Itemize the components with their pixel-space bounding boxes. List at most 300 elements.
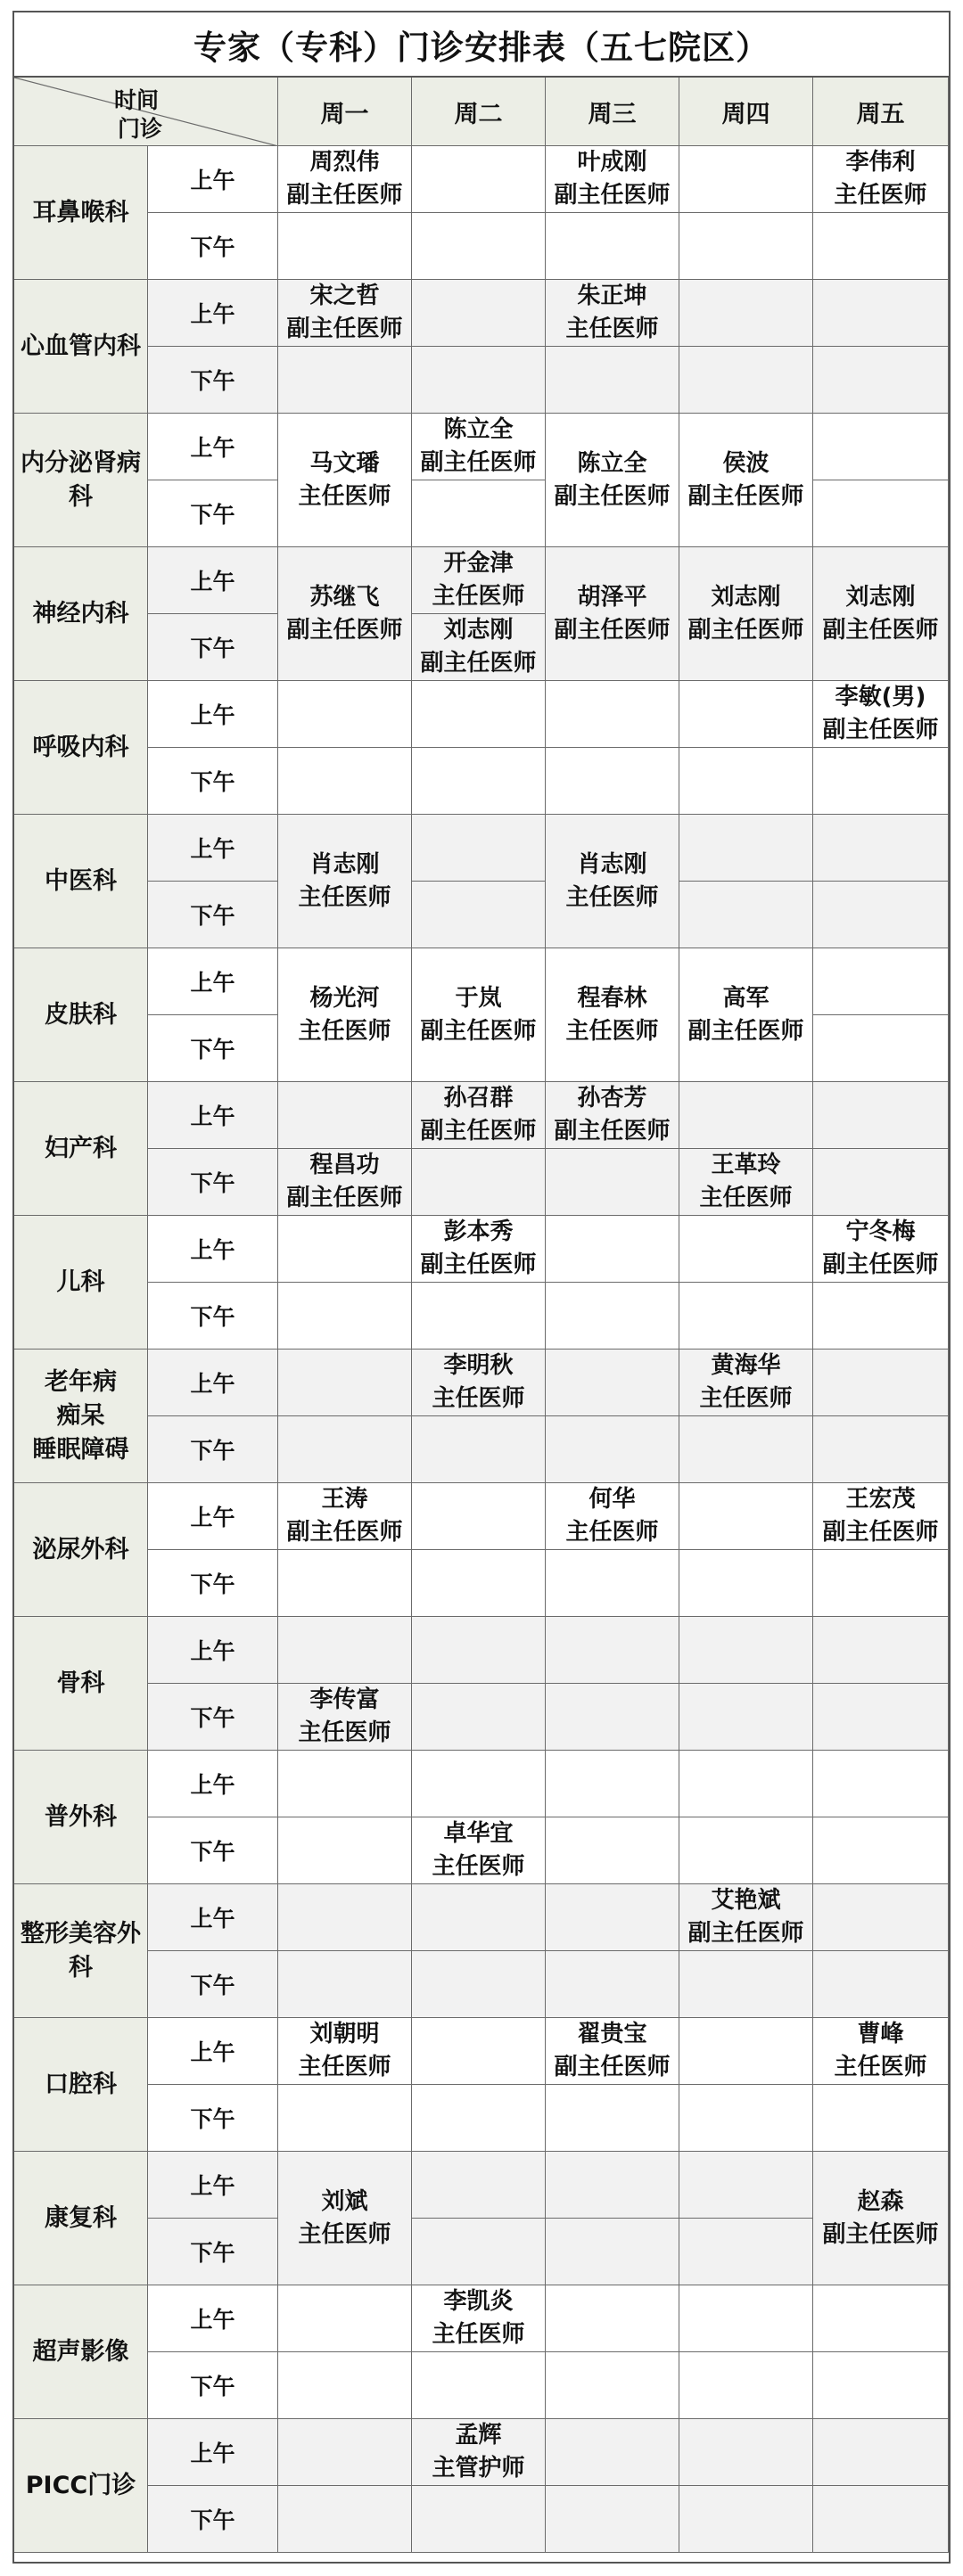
department-name: 神经内科 — [14, 547, 148, 681]
doctor-title: 副主任医师 — [554, 182, 671, 209]
doctor-name: 周烈伟 — [309, 149, 380, 176]
doctor-name: 李明秋 — [443, 1352, 514, 1379]
empty-slot — [679, 146, 813, 213]
doctor-entry — [412, 414, 546, 480]
doctor-name: 王宏茂 — [845, 1486, 916, 1513]
empty-slot — [412, 681, 546, 748]
doctor-name: 孙召群 — [443, 1085, 514, 1112]
empty-slot — [546, 1884, 679, 1951]
doctor-title: 主任医师 — [298, 2054, 391, 2080]
department-name: 妇产科 — [14, 1082, 148, 1216]
period-pm: 下午 — [148, 1817, 278, 1884]
empty-slot — [679, 1082, 813, 1149]
empty-slot — [412, 480, 546, 547]
empty-slot — [813, 748, 949, 815]
period-pm: 下午 — [148, 1416, 278, 1483]
doctor-entry — [278, 1684, 412, 1751]
empty-slot — [546, 748, 679, 815]
empty-slot — [813, 815, 949, 882]
empty-slot — [679, 882, 813, 948]
empty-slot — [412, 748, 546, 815]
doctor-entry — [412, 547, 546, 614]
empty-slot — [278, 1751, 412, 1817]
period-am: 上午 — [148, 1884, 278, 1951]
doctor-name: 李传富 — [309, 1686, 380, 1713]
empty-slot — [813, 1416, 949, 1483]
empty-slot — [546, 2152, 679, 2219]
doctor-name: 刘朝明 — [309, 2021, 380, 2047]
doctor-title: 副主任医师 — [554, 2054, 671, 2080]
doctor-entry — [546, 1483, 679, 1550]
empty-slot — [278, 1884, 412, 1951]
department-name: 康复科 — [14, 2152, 148, 2285]
empty-slot — [546, 1216, 679, 1283]
empty-slot — [679, 2018, 813, 2085]
empty-slot — [412, 280, 546, 347]
empty-slot — [278, 1951, 412, 2018]
empty-slot — [813, 280, 949, 347]
doctor-entry — [278, 280, 412, 347]
doctor-entry — [278, 414, 412, 547]
doctor-entry — [679, 414, 813, 547]
doctor-entry — [412, 614, 546, 681]
doctor-name: 刘志刚 — [443, 617, 514, 644]
empty-slot — [679, 213, 813, 280]
empty-slot — [278, 1617, 412, 1684]
doctor-name: 胡泽平 — [577, 583, 647, 611]
empty-slot — [679, 280, 813, 347]
doctor-name: 开金津 — [443, 550, 514, 577]
period-am: 上午 — [148, 1350, 278, 1416]
doctor-entry — [546, 146, 679, 213]
empty-slot — [546, 1951, 679, 2018]
empty-slot — [679, 1216, 813, 1283]
doctor-title: 主任医师 — [298, 1017, 391, 1045]
corner-clinic-label: 门诊 — [118, 116, 163, 142]
doctor-entry — [546, 1082, 679, 1149]
period-am: 上午 — [148, 1483, 278, 1550]
day-header: 周三 — [546, 78, 679, 146]
doctor-entry — [278, 1149, 412, 1216]
period-am: 上午 — [148, 681, 278, 748]
period-am: 上午 — [148, 2419, 278, 2486]
doctor-name: 王涛 — [321, 1486, 368, 1513]
empty-slot — [679, 1684, 813, 1751]
empty-slot — [546, 2486, 679, 2553]
period-am: 上午 — [148, 414, 278, 480]
empty-slot — [813, 1751, 949, 1817]
empty-slot — [679, 1751, 813, 1817]
doctor-title: 主任医师 — [298, 482, 391, 510]
period-am: 上午 — [148, 2018, 278, 2085]
doctor-name: 于岚 — [455, 984, 502, 1012]
doctor-name: 曹峰 — [857, 2021, 904, 2047]
empty-slot — [278, 2085, 412, 2152]
period-pm: 下午 — [148, 748, 278, 815]
doctor-name: 苏继飞 — [309, 583, 380, 611]
doctor-entry — [813, 681, 949, 748]
doctor-entry — [278, 547, 412, 681]
period-pm: 下午 — [148, 480, 278, 547]
doctor-name: 艾艳斌 — [711, 1887, 781, 1914]
doctor-name: 宋之哲 — [309, 283, 380, 309]
doctor-title: 副主任医师 — [554, 482, 671, 510]
empty-slot — [679, 681, 813, 748]
empty-slot — [546, 2419, 679, 2486]
empty-slot — [412, 213, 546, 280]
empty-slot — [813, 2352, 949, 2419]
department-name: 普外科 — [14, 1751, 148, 1884]
empty-slot — [679, 1550, 813, 1617]
doctor-name: 程昌功 — [309, 1152, 380, 1178]
doctor-title: 副主任医师 — [420, 650, 537, 677]
empty-slot — [278, 1550, 412, 1617]
period-am: 上午 — [148, 547, 278, 614]
period-pm: 下午 — [148, 2486, 278, 2553]
empty-slot — [813, 1550, 949, 1617]
doctor-title: 主任医师 — [298, 1719, 391, 1746]
doctor-title: 主任医师 — [432, 1853, 525, 1880]
empty-slot — [813, 2419, 949, 2486]
day-header: 周一 — [278, 78, 412, 146]
empty-slot — [412, 1751, 546, 1817]
department-name: 骨科 — [14, 1617, 148, 1751]
empty-slot — [278, 2352, 412, 2419]
doctor-name: 彭本秀 — [443, 1218, 514, 1245]
department-name: 心血管内科 — [14, 280, 148, 414]
department-name: 内分泌肾病科 — [14, 414, 148, 547]
doctor-name: 叶成刚 — [577, 149, 647, 176]
empty-slot — [679, 2285, 813, 2352]
doctor-entry — [813, 2018, 949, 2085]
empty-slot — [679, 2085, 813, 2152]
empty-slot — [813, 480, 949, 547]
empty-slot — [546, 347, 679, 414]
page-title: 专家（专科）门诊安排表（五七院区） — [12, 11, 951, 78]
department-name — [14, 1350, 148, 1483]
doctor-entry — [813, 1216, 949, 1283]
empty-slot — [278, 1416, 412, 1483]
empty-slot — [813, 1684, 949, 1751]
doctor-name: 赵森 — [857, 2187, 904, 2215]
doctor-title: 副主任医师 — [286, 616, 403, 644]
doctor-name: 卓华宜 — [443, 1820, 514, 1847]
department-name-line: 痴呆 — [56, 1401, 105, 1430]
doctor-entry — [412, 1216, 546, 1283]
empty-slot — [278, 347, 412, 414]
schedule-table — [12, 76, 951, 2564]
empty-slot — [679, 1416, 813, 1483]
doctor-entry — [679, 1149, 813, 1216]
empty-slot — [546, 2085, 679, 2152]
empty-slot — [679, 1483, 813, 1550]
empty-slot — [679, 2219, 813, 2285]
doctor-title: 主任医师 — [432, 583, 525, 610]
doctor-name: 宁冬梅 — [845, 1218, 916, 1245]
empty-slot — [813, 1884, 949, 1951]
doctor-entry — [412, 2419, 546, 2486]
department-name-line: 老年病 — [45, 1367, 117, 1396]
doctor-title: 副主任医师 — [286, 182, 403, 209]
period-pm: 下午 — [148, 882, 278, 948]
department-name-line: 睡眠障碍 — [32, 1435, 129, 1464]
doctor-name: 陈立全 — [577, 449, 647, 477]
empty-slot — [546, 1684, 679, 1751]
empty-slot — [679, 1283, 813, 1350]
empty-slot — [679, 748, 813, 815]
empty-slot — [546, 1617, 679, 1684]
doctor-title: 副主任医师 — [687, 482, 804, 510]
doctor-entry — [546, 815, 679, 948]
empty-slot — [412, 1951, 546, 2018]
corner-time-label: 时间 — [114, 87, 160, 113]
empty-slot — [679, 347, 813, 414]
empty-slot — [813, 347, 949, 414]
empty-slot — [546, 213, 679, 280]
empty-slot — [679, 2419, 813, 2486]
doctor-entry — [412, 1817, 546, 1884]
period-am: 上午 — [148, 1082, 278, 1149]
department-name: 皮肤科 — [14, 948, 148, 1082]
period-pm: 下午 — [148, 1684, 278, 1751]
empty-slot — [412, 2018, 546, 2085]
doctor-title: 副主任医师 — [687, 1920, 804, 1947]
doctor-entry — [813, 2152, 949, 2285]
doctor-title: 副主任医师 — [554, 616, 671, 644]
empty-slot — [546, 1283, 679, 1350]
empty-slot — [278, 2285, 412, 2352]
empty-slot — [679, 815, 813, 882]
empty-slot — [412, 1149, 546, 1216]
period-pm: 下午 — [148, 2352, 278, 2419]
schedule-sheet — [12, 11, 951, 2564]
department-name: 泌尿外科 — [14, 1483, 148, 1617]
doctor-name: 李敏(男) — [835, 684, 926, 710]
doctor-title: 主任医师 — [298, 883, 391, 911]
doctor-name: 何华 — [588, 1486, 636, 1513]
period-am: 上午 — [148, 948, 278, 1015]
doctor-name: 孟辉 — [455, 2422, 502, 2449]
doctor-entry — [412, 2285, 546, 2352]
doctor-name: 高军 — [722, 984, 770, 1012]
doctor-title: 副主任医师 — [822, 2220, 939, 2248]
empty-slot — [546, 681, 679, 748]
period-pm: 下午 — [148, 1283, 278, 1350]
empty-slot — [278, 1216, 412, 1283]
doctor-title: 主任医师 — [565, 883, 659, 911]
doctor-title: 主任医师 — [699, 1385, 793, 1412]
period-am: 上午 — [148, 146, 278, 213]
doctor-title: 主任医师 — [565, 1519, 659, 1546]
empty-slot — [278, 1817, 412, 1884]
empty-slot — [546, 1149, 679, 1216]
department-name: 中医科 — [14, 815, 148, 948]
doctor-entry — [546, 414, 679, 547]
doctor-name: 刘志刚 — [711, 583, 781, 611]
doctor-title: 主任医师 — [432, 2321, 525, 2348]
empty-slot — [679, 1617, 813, 1684]
empty-slot — [278, 681, 412, 748]
empty-slot — [813, 1817, 949, 1884]
doctor-title: 副主任医师 — [822, 717, 939, 743]
doctor-title: 副主任医师 — [420, 1118, 537, 1144]
empty-slot — [412, 1884, 546, 1951]
period-am: 上午 — [148, 2285, 278, 2352]
empty-slot — [813, 1617, 949, 1684]
doctor-title: 副主任医师 — [286, 1519, 403, 1546]
doctor-title: 副主任医师 — [286, 1185, 403, 1211]
doctor-entry — [546, 547, 679, 681]
doctor-name: 翟贵宝 — [577, 2021, 647, 2047]
period-pm: 下午 — [148, 2085, 278, 2152]
empty-slot — [278, 748, 412, 815]
doctor-entry — [278, 2018, 412, 2085]
doctor-name: 刘斌 — [321, 2187, 368, 2215]
day-header: 周二 — [412, 78, 546, 146]
empty-slot — [412, 1483, 546, 1550]
doctor-entry — [679, 948, 813, 1082]
doctor-name: 陈立全 — [443, 416, 514, 443]
doctor-title: 主任医师 — [298, 2220, 391, 2248]
empty-slot — [546, 1550, 679, 1617]
empty-slot — [412, 2085, 546, 2152]
doctor-name: 肖志刚 — [309, 850, 380, 878]
empty-slot — [546, 1416, 679, 1483]
empty-slot — [679, 2486, 813, 2553]
doctor-entry — [679, 1884, 813, 1951]
period-am: 上午 — [148, 2152, 278, 2219]
doctor-entry — [813, 146, 949, 213]
empty-slot — [679, 1817, 813, 1884]
doctor-title: 副主任医师 — [822, 1519, 939, 1546]
doctor-name: 程春林 — [577, 984, 647, 1012]
department-name: 超声影像 — [14, 2285, 148, 2419]
doctor-title: 主任医师 — [565, 316, 659, 342]
doctor-title: 主任医师 — [432, 1385, 525, 1412]
empty-slot — [813, 1015, 949, 1082]
doctor-entry — [546, 280, 679, 347]
empty-slot — [546, 2219, 679, 2285]
doctor-entry — [546, 2018, 679, 2085]
doctor-entry — [412, 1082, 546, 1149]
empty-slot — [679, 1951, 813, 2018]
empty-slot — [412, 2486, 546, 2553]
period-am: 上午 — [148, 280, 278, 347]
department-name: 儿科 — [14, 1216, 148, 1350]
empty-slot — [546, 2285, 679, 2352]
empty-slot — [546, 1751, 679, 1817]
doctor-name: 侯波 — [722, 449, 770, 477]
empty-slot — [813, 1350, 949, 1416]
period-am: 上午 — [148, 1216, 278, 1283]
department-name: PICC门诊 — [14, 2419, 148, 2553]
period-pm: 下午 — [148, 614, 278, 681]
empty-slot — [278, 2419, 412, 2486]
empty-slot — [412, 2152, 546, 2219]
empty-slot — [412, 146, 546, 213]
doctor-name: 孙杏芳 — [577, 1085, 647, 1112]
doctor-title: 副主任医师 — [822, 616, 939, 644]
doctor-entry — [412, 1350, 546, 1416]
period-am: 上午 — [148, 1751, 278, 1817]
period-pm: 下午 — [148, 1149, 278, 1216]
doctor-name: 李伟利 — [845, 149, 916, 176]
doctor-entry — [813, 547, 949, 681]
doctor-title: 副主任医师 — [554, 1118, 671, 1144]
doctor-name: 王革玲 — [711, 1152, 781, 1178]
empty-slot — [546, 2352, 679, 2419]
day-header: 周五 — [813, 78, 949, 146]
doctor-entry — [278, 1483, 412, 1550]
doctor-title: 副主任医师 — [420, 1017, 537, 1045]
period-pm: 下午 — [148, 1951, 278, 2018]
empty-slot — [278, 1283, 412, 1350]
doctor-title: 主任医师 — [834, 2054, 927, 2080]
header-corner — [14, 78, 278, 146]
empty-slot — [546, 1350, 679, 1416]
period-pm: 下午 — [148, 1015, 278, 1082]
doctor-entry — [813, 1483, 949, 1550]
empty-slot — [412, 2219, 546, 2285]
empty-slot — [813, 414, 949, 480]
period-pm: 下午 — [148, 1550, 278, 1617]
doctor-title: 副主任医师 — [420, 449, 537, 476]
day-header: 周四 — [679, 78, 813, 146]
department-name: 耳鼻喉科 — [14, 146, 148, 280]
empty-slot — [813, 2085, 949, 2152]
empty-slot — [813, 2285, 949, 2352]
doctor-title: 副主任医师 — [420, 1251, 537, 1278]
empty-slot — [412, 1283, 546, 1350]
doctor-entry — [679, 1350, 813, 1416]
doctor-name: 李凯炎 — [443, 2288, 514, 2315]
doctor-entry — [278, 2152, 412, 2285]
period-pm: 下午 — [148, 2219, 278, 2285]
empty-slot — [412, 347, 546, 414]
period-pm: 下午 — [148, 347, 278, 414]
empty-slot — [412, 1684, 546, 1751]
empty-slot — [679, 2352, 813, 2419]
doctor-entry — [278, 948, 412, 1082]
empty-slot — [813, 213, 949, 280]
empty-slot — [813, 1149, 949, 1216]
period-am: 上午 — [148, 1617, 278, 1684]
empty-slot — [412, 882, 546, 948]
doctor-entry — [546, 948, 679, 1082]
doctor-name: 马文璠 — [309, 449, 380, 477]
doctor-entry — [412, 948, 546, 1082]
empty-slot — [278, 2486, 412, 2553]
empty-slot — [412, 1550, 546, 1617]
doctor-title: 主任医师 — [699, 1185, 793, 1211]
period-am: 上午 — [148, 815, 278, 882]
empty-slot — [278, 213, 412, 280]
doctor-title: 主管护师 — [432, 2455, 525, 2482]
empty-slot — [278, 1082, 412, 1149]
empty-slot — [813, 948, 949, 1015]
empty-slot — [412, 1617, 546, 1684]
doctor-name: 肖志刚 — [577, 850, 647, 878]
empty-slot — [412, 1416, 546, 1483]
doctor-entry — [679, 547, 813, 681]
empty-slot — [813, 1082, 949, 1149]
doctor-name: 朱正坤 — [577, 283, 647, 309]
doctor-title: 副主任医师 — [687, 616, 804, 644]
doctor-title: 主任医师 — [834, 182, 927, 209]
doctor-entry — [278, 815, 412, 948]
period-pm: 下午 — [148, 213, 278, 280]
doctor-title: 副主任医师 — [687, 1017, 804, 1045]
